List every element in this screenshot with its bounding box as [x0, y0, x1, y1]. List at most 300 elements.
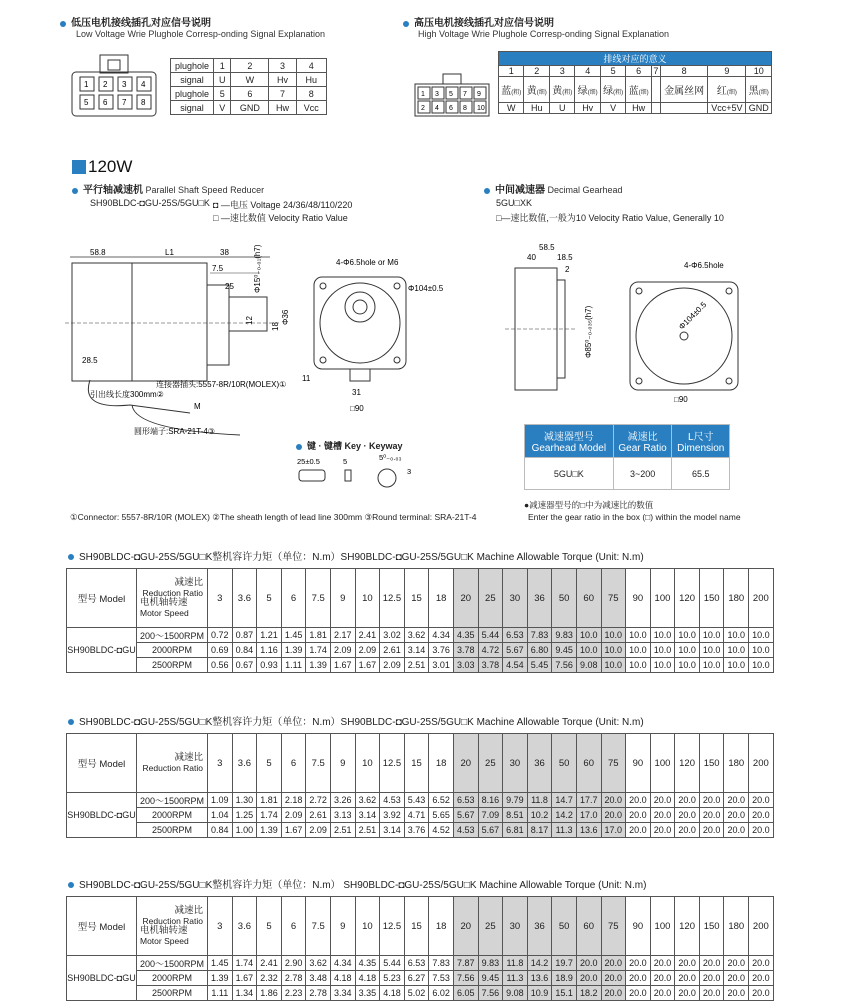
low-voltage-pin-table	[170, 58, 327, 115]
gearhead-table	[524, 424, 730, 490]
torque-value-cell: 1.30	[232, 793, 257, 808]
torque-model-cell: SH90BLDC-◘GU	[67, 956, 137, 1001]
torque-value-cell: 20.0	[749, 793, 774, 808]
torque-value-cell: 6.27	[404, 971, 429, 986]
bullet-icon	[68, 554, 74, 560]
torque-value-cell: 10.0	[749, 658, 774, 673]
torque-speed-cell: 2000RPM	[137, 808, 208, 823]
torque-ratio-header: 6	[281, 897, 306, 956]
hv-color-size: (细)	[536, 90, 547, 96]
hv-signal: V	[600, 103, 625, 114]
torque-data-row	[67, 971, 774, 986]
gh-40: 40	[527, 253, 536, 262]
torque-value-cell: 1.21	[257, 628, 282, 643]
torque-value-cell: 20.0	[724, 823, 749, 838]
voltage-note: ◘ —电压 Voltage 24/36/48/110/220	[213, 200, 353, 210]
torque-ratio-header: 200	[749, 734, 774, 793]
terminal-label: 圆形端子:SRA-21T-4③	[134, 427, 215, 436]
model-code: SH90BLDC-◘GU-25S/5GU□K	[90, 198, 210, 208]
torque-value-cell: 10.0	[749, 628, 774, 643]
connector-pin-number: 8	[141, 98, 146, 107]
hv-number: 3	[549, 66, 574, 77]
connector-pin-number: 5	[84, 98, 89, 107]
torque-data-row	[67, 793, 774, 808]
torque-speed-cell: 2000RPM	[137, 643, 208, 658]
torque-value-cell: 4.34	[330, 956, 355, 971]
torque-ratio-speed-header	[137, 569, 208, 628]
torque-ratio-header: 60	[576, 897, 601, 956]
torque-value-cell: 1.81	[306, 628, 331, 643]
pin-table-cell: 4	[296, 59, 326, 73]
dim-18: 18	[271, 322, 280, 331]
torque-value-cell: 20.0	[576, 971, 601, 986]
pin-table-cell: Hw	[269, 101, 296, 115]
torque-ratio-header: 25	[478, 569, 503, 628]
connector-pin-number: 4	[141, 80, 146, 89]
torque-value-cell: 0.69	[208, 643, 233, 658]
torque-value-cell: 20.0	[650, 971, 675, 986]
connector-pin-number: 3	[122, 80, 127, 89]
bullet-icon	[72, 188, 78, 194]
torque-value-cell: 2.61	[306, 808, 331, 823]
torque-value-cell: 3.14	[355, 808, 380, 823]
torque-value-cell: 5.67	[478, 823, 503, 838]
keyway-drawing	[295, 452, 425, 498]
torque-value-cell: 5.44	[380, 956, 405, 971]
torque-value-cell: 9.08	[576, 658, 601, 673]
torque-table-title	[68, 548, 644, 563]
motor-label-en: Motor Speed	[140, 608, 189, 618]
hv-signal: Hu	[524, 103, 549, 114]
torque-ratio-header: 150	[699, 734, 724, 793]
ratio-label-en: Reduction Ratio	[142, 916, 203, 926]
torque-value-cell: 9.79	[503, 793, 528, 808]
torque-ratio-header: 30	[503, 897, 528, 956]
torque-value-cell: 4.35	[453, 628, 478, 643]
M-label: M	[194, 402, 201, 411]
gear-header-en: Dimension	[677, 443, 725, 454]
torque-value-cell: 3.03	[453, 658, 478, 673]
torque-value-cell: 20.0	[650, 808, 675, 823]
torque-value-cell: 2.09	[330, 643, 355, 658]
hv-signal	[651, 103, 660, 114]
torque-value-cell: 3.34	[330, 986, 355, 1001]
torque-value-cell: 10.0	[650, 643, 675, 658]
hv-color-size: (粗)	[613, 90, 624, 96]
torque-ratio-header: 100	[650, 897, 675, 956]
torque-ratio-header: 5	[257, 569, 282, 628]
torque-ratio-header: 18	[429, 734, 454, 793]
torque-value-cell: 2.09	[355, 643, 380, 658]
torque-ratio-header: 120	[675, 569, 700, 628]
hv-number: 1	[499, 66, 524, 77]
torque-ratio-header: 180	[724, 734, 749, 793]
torque-value-cell: 4.54	[503, 658, 528, 673]
hv-color-name: 黄	[552, 86, 563, 97]
torque-ratio-header: 5	[257, 897, 282, 956]
torque-value-cell: 3.62	[404, 628, 429, 643]
gearhead-front-view-drawing	[620, 260, 745, 405]
torque-value-cell: 20.0	[675, 986, 700, 1001]
torque-ratio-header: 9	[330, 734, 355, 793]
torque-value-cell: 20.0	[675, 793, 700, 808]
torque-table	[66, 733, 774, 838]
torque-value-cell: 1.67	[355, 658, 380, 673]
high-voltage-signal-table	[498, 51, 772, 114]
torque-value-cell: 5.67	[453, 808, 478, 823]
high-voltage-title-en: High Voltage Wrie Plughole Corresp-onding Signal Explanation	[418, 29, 669, 39]
torque-value-cell: 1.74	[306, 643, 331, 658]
hv-color	[524, 77, 549, 103]
torque-value-cell: 20.0	[626, 986, 651, 1001]
torque-ratio-header: 60	[576, 734, 601, 793]
gearhead-side-view-drawing	[505, 240, 615, 400]
low-voltage-title-en: Low Voltage Wrie Plughole Corresp-onding Signal Explanation	[76, 29, 325, 39]
torque-value-cell: 6.53	[453, 793, 478, 808]
parallel-reducer-heading	[72, 181, 264, 196]
torque-ratio-header: 15	[404, 734, 429, 793]
torque-model-cell: SH90BLDC-◘GU	[67, 793, 137, 838]
pin-table-cell: W	[231, 73, 269, 87]
gear-table-header-cell	[672, 425, 730, 458]
torque-value-cell: 2.23	[281, 986, 306, 1001]
torque-data-row	[67, 956, 774, 971]
pin-table-cell: 6	[231, 87, 269, 101]
torque-value-cell: 4.34	[429, 628, 454, 643]
torque-value-cell: 13.6	[527, 971, 552, 986]
torque-data-row	[67, 628, 774, 643]
gear-table-cell: 5GU□K	[525, 458, 614, 490]
torque-value-cell: 3.01	[429, 658, 454, 673]
torque-value-cell: 2.90	[281, 956, 306, 971]
torque-value-cell: 9.83	[478, 956, 503, 971]
hv-color	[660, 77, 708, 103]
torque-header-row	[67, 569, 774, 628]
torque-value-cell: 1.86	[257, 986, 282, 1001]
torque-value-cell: 3.78	[478, 658, 503, 673]
decimal-title-cn: 中间减速器	[495, 185, 545, 196]
decimal-gearhead-heading	[484, 181, 623, 196]
torque-ratio-header: 15	[404, 569, 429, 628]
torque-value-cell: 1.04	[208, 808, 233, 823]
torque-value-cell: 20.0	[724, 956, 749, 971]
torque-ratio-header: 6	[281, 734, 306, 793]
gh-phi85: Φ85⁰₋₀.₀₃₅(h7)	[584, 305, 593, 358]
torque-value-cell: 3.76	[404, 823, 429, 838]
torque-value-cell: 20.0	[675, 808, 700, 823]
torque-value-cell: 4.53	[380, 793, 405, 808]
torque-value-cell: 3.02	[380, 628, 405, 643]
gh-90: □90	[674, 395, 688, 404]
gear-table-row	[525, 458, 730, 490]
dim-90: □90	[350, 404, 364, 413]
decimal-note: □—速比数值,一般为10 Velocity Ratio Value, Generally 10	[496, 213, 724, 223]
bullet-icon	[484, 188, 490, 194]
torque-ratio-header: 12.5	[380, 897, 405, 956]
torque-value-cell: 1.09	[208, 793, 233, 808]
torque-value-cell: 6.81	[503, 823, 528, 838]
torque-value-cell: 3.78	[453, 643, 478, 658]
hv-number: 7	[653, 66, 659, 76]
torque-value-cell: 3.92	[380, 808, 405, 823]
torque-ratio-header: 3	[208, 569, 233, 628]
torque-value-cell: 10.2	[527, 808, 552, 823]
torque-ratio-header: 10	[355, 569, 380, 628]
pin-table-cell: 2	[231, 59, 269, 73]
hv-signal: W	[499, 103, 524, 114]
motor-label-cn: 电机轴转速	[140, 925, 188, 936]
gh-hole: 4-Φ6.5hole	[684, 261, 724, 270]
section-marker	[72, 160, 86, 174]
dim-L1: L1	[165, 248, 174, 257]
hv-color	[746, 77, 772, 103]
hv-number: 10	[746, 66, 772, 77]
keyway-title: 键 · 键槽 Key · Keyway	[307, 441, 403, 451]
torque-ratio-header: 75	[601, 569, 626, 628]
torque-value-cell: 2.51	[404, 658, 429, 673]
torque-value-cell: 0.87	[232, 628, 257, 643]
torque-value-cell: 10.0	[675, 658, 700, 673]
hv-color-name: 金属丝网	[664, 86, 705, 97]
high-voltage-connector-drawing	[413, 72, 493, 118]
torque-ratio-header: 12.5	[380, 569, 405, 628]
torque-value-cell: 10.0	[601, 658, 626, 673]
torque-value-cell: 4.53	[453, 823, 478, 838]
gh-2: 2	[565, 265, 570, 274]
decimal-title-en: Decimal Gearhead	[547, 185, 623, 195]
torque-value-cell: 20.0	[650, 986, 675, 1001]
pin-table-row	[171, 59, 327, 73]
torque-table	[66, 896, 774, 1001]
hv-signal	[660, 103, 708, 114]
torque-ratio-header: 5	[257, 734, 282, 793]
connector-pin-number: 6	[103, 98, 108, 107]
torque-value-cell: 20.0	[749, 986, 774, 1001]
gear-note-cn: ●减速器型号的□中为减速比的数值	[524, 500, 654, 510]
torque-value-cell: 1.39	[208, 971, 233, 986]
torque-ratio-header: 120	[675, 897, 700, 956]
torque-value-cell: 4.18	[355, 971, 380, 986]
torque-value-cell: 10.0	[650, 628, 675, 643]
gear-header-cn: 减速比	[627, 432, 658, 443]
torque-ratio-header: 150	[699, 897, 724, 956]
torque-value-cell: 1.34	[232, 986, 257, 1001]
torque-ratio-header: 25	[478, 734, 503, 793]
dim-11: 11	[302, 374, 311, 383]
torque-value-cell: 2.17	[330, 628, 355, 643]
pin-table-row-label: signal	[171, 73, 214, 87]
torque-ratio-header: 50	[552, 734, 577, 793]
torque-value-cell: 1.67	[281, 823, 306, 838]
connector-pin-number: 2	[103, 80, 108, 89]
torque-ratio-header: 20	[453, 569, 478, 628]
torque-value-cell: 0.84	[208, 823, 233, 838]
pin-table-cell: GND	[231, 101, 269, 115]
torque-value-cell: 6.05	[453, 986, 478, 1001]
torque-speed-cell: 2500RPM	[137, 823, 208, 838]
torque-model-header: 型号 Model	[67, 734, 137, 793]
torque-title-text: SH90BLDC-◘GU-25S/5GU□K整机容许力矩（单位：N.m）SH90BLDC-◘GU-25S/5GU□K Machine Allowable Torque (Unit: N.m)	[79, 717, 644, 728]
dim-58-8: 58.8	[90, 248, 106, 257]
torque-header-row	[67, 734, 774, 793]
bullet-icon	[296, 444, 302, 450]
torque-ratio-header: 12.5	[380, 734, 405, 793]
torque-value-cell: 20.0	[626, 793, 651, 808]
pin-table-cell: Hv	[269, 73, 296, 87]
torque-model-header: 型号 Model	[67, 569, 137, 628]
torque-value-cell: 7.09	[478, 808, 503, 823]
torque-ratio-header: 60	[576, 569, 601, 628]
torque-value-cell: 20.0	[699, 823, 724, 838]
torque-value-cell: 17.7	[576, 793, 601, 808]
hv-color	[708, 77, 746, 103]
key-25: 25±0.5	[297, 457, 320, 466]
torque-value-cell: 3.26	[330, 793, 355, 808]
torque-data-row	[67, 658, 774, 673]
hv-number: 2	[524, 66, 549, 77]
gear-table-header-cell	[525, 425, 614, 458]
dim-31: 31	[352, 388, 361, 397]
torque-ratio-header: 3.6	[232, 734, 257, 793]
decimal-model: 5GU□XK	[496, 198, 532, 208]
torque-value-cell: 1.16	[257, 643, 282, 658]
torque-value-cell: 6.52	[429, 793, 454, 808]
torque-ratio-header: 7.5	[306, 734, 331, 793]
hv-color-name: 蓝	[628, 86, 639, 97]
hv-color	[651, 77, 660, 103]
torque-value-cell: 20.0	[650, 823, 675, 838]
torque-ratio-header: 25	[478, 897, 503, 956]
torque-value-cell: 2.41	[355, 628, 380, 643]
torque-value-cell: 10.0	[601, 628, 626, 643]
torque-ratio-header: 180	[724, 569, 749, 628]
torque-value-cell: 10.0	[626, 658, 651, 673]
gear-table-header	[525, 425, 730, 458]
torque-ratio-header: 18	[429, 569, 454, 628]
lead-label: 引出线长度300mm②	[90, 390, 164, 399]
gear-header-cn: L尺寸	[687, 432, 714, 443]
connector-pin-number: 7	[463, 91, 467, 98]
high-voltage-title-cn: 高压电机接线插孔对应信号说明	[414, 18, 554, 29]
torque-value-cell: 11.8	[527, 793, 552, 808]
torque-value-cell: 20.0	[724, 808, 749, 823]
torque-value-cell: 5.02	[404, 986, 429, 1001]
hv-color	[575, 77, 600, 103]
dim-phi15: Φ15⁰₋₀.₀₁(h7)	[253, 245, 262, 293]
torque-value-cell: 20.0	[699, 793, 724, 808]
pin-table-cell: Hu	[296, 73, 326, 87]
torque-ratio-header: 30	[503, 569, 528, 628]
torque-value-cell: 2.18	[281, 793, 306, 808]
torque-value-cell: 2.32	[257, 971, 282, 986]
hv-color-row	[499, 77, 772, 103]
torque-value-cell: 2.41	[257, 956, 282, 971]
gear-header-en: Gearhead Model	[531, 443, 607, 454]
hv-signal: Hv	[575, 103, 600, 114]
hv-number: 5	[600, 66, 625, 77]
key-3: 3	[407, 467, 412, 476]
torque-value-cell: 4.18	[380, 986, 405, 1001]
torque-value-cell: 10.0	[699, 643, 724, 658]
torque-value-cell: 17.0	[601, 823, 626, 838]
hv-header-row	[499, 52, 772, 66]
torque-value-cell: 6.53	[503, 628, 528, 643]
pin-table-cell: Vcc	[296, 101, 326, 115]
gear-note-en: Enter the gear ratio in the box (□) within the model name	[528, 512, 741, 522]
torque-value-cell: 20.0	[601, 986, 626, 1001]
torque-value-cell: 20.0	[699, 808, 724, 823]
torque-value-cell: 0.56	[208, 658, 233, 673]
torque-ratio-header: 6	[281, 569, 306, 628]
pin-table-row	[171, 101, 327, 115]
pin-table-row-label: plughole	[171, 87, 214, 101]
torque-value-cell: 2.78	[281, 971, 306, 986]
connector-pin-number: 1	[84, 80, 89, 89]
torque-value-cell: 5.45	[527, 658, 552, 673]
torque-ratio-header: 120	[675, 734, 700, 793]
torque-value-cell: 7.87	[453, 956, 478, 971]
hv-color-size: (细)	[638, 90, 649, 96]
torque-value-cell: 10.0	[724, 643, 749, 658]
key-5a: 5	[343, 457, 348, 466]
torque-value-cell: 0.72	[208, 628, 233, 643]
torque-value-cell: 9.45	[478, 971, 503, 986]
torque-speed-cell: 2500RPM	[137, 986, 208, 1001]
torque-value-cell: 20.0	[601, 971, 626, 986]
torque-value-cell: 7.56	[453, 971, 478, 986]
torque-value-cell: 14.2	[527, 956, 552, 971]
torque-value-cell: 4.52	[429, 823, 454, 838]
connector-pin-number: 1	[421, 91, 425, 98]
torque-ratio-header: 9	[330, 897, 355, 956]
section-title: 120W	[88, 157, 133, 176]
torque-value-cell: 3.14	[380, 823, 405, 838]
connector-pin-number: 8	[463, 105, 467, 112]
torque-value-cell: 20.0	[626, 971, 651, 986]
torque-value-cell: 5.23	[380, 971, 405, 986]
torque-value-cell: 20.0	[724, 793, 749, 808]
gear-header-cn: 减速器型号	[543, 432, 594, 443]
bullet-icon	[60, 21, 66, 27]
key-5b: 5⁰₋₀.₀₃	[379, 453, 402, 462]
pin-table-row	[171, 87, 327, 101]
torque-table-title	[68, 713, 644, 728]
torque-value-cell: 17.0	[576, 808, 601, 823]
torque-value-cell: 1.39	[257, 823, 282, 838]
torque-value-cell: 20.0	[724, 971, 749, 986]
connector-pin-number: 2	[421, 105, 425, 112]
gh-phi104: Φ104±0.5	[677, 300, 709, 332]
torque-value-cell: 2.09	[306, 823, 331, 838]
torque-value-cell: 1.39	[306, 658, 331, 673]
torque-value-cell: 20.0	[749, 823, 774, 838]
torque-value-cell: 18.9	[552, 971, 577, 986]
hv-color-name: 黑	[748, 86, 759, 97]
torque-value-cell: 2.51	[330, 823, 355, 838]
torque-value-cell: 1.00	[232, 823, 257, 838]
bullet-icon	[68, 882, 74, 888]
torque-value-cell: 1.39	[281, 643, 306, 658]
torque-value-cell: 4.71	[404, 808, 429, 823]
torque-table-title	[68, 876, 646, 891]
torque-value-cell: 1.74	[257, 808, 282, 823]
pin-table-cell: 1	[214, 59, 231, 73]
torque-ratio-header: 10	[355, 897, 380, 956]
torque-value-cell: 20.0	[601, 956, 626, 971]
dim-phi104: Φ104±0.5	[408, 284, 444, 293]
hv-color	[600, 77, 625, 103]
motor-label-en: Motor Speed	[140, 936, 189, 946]
